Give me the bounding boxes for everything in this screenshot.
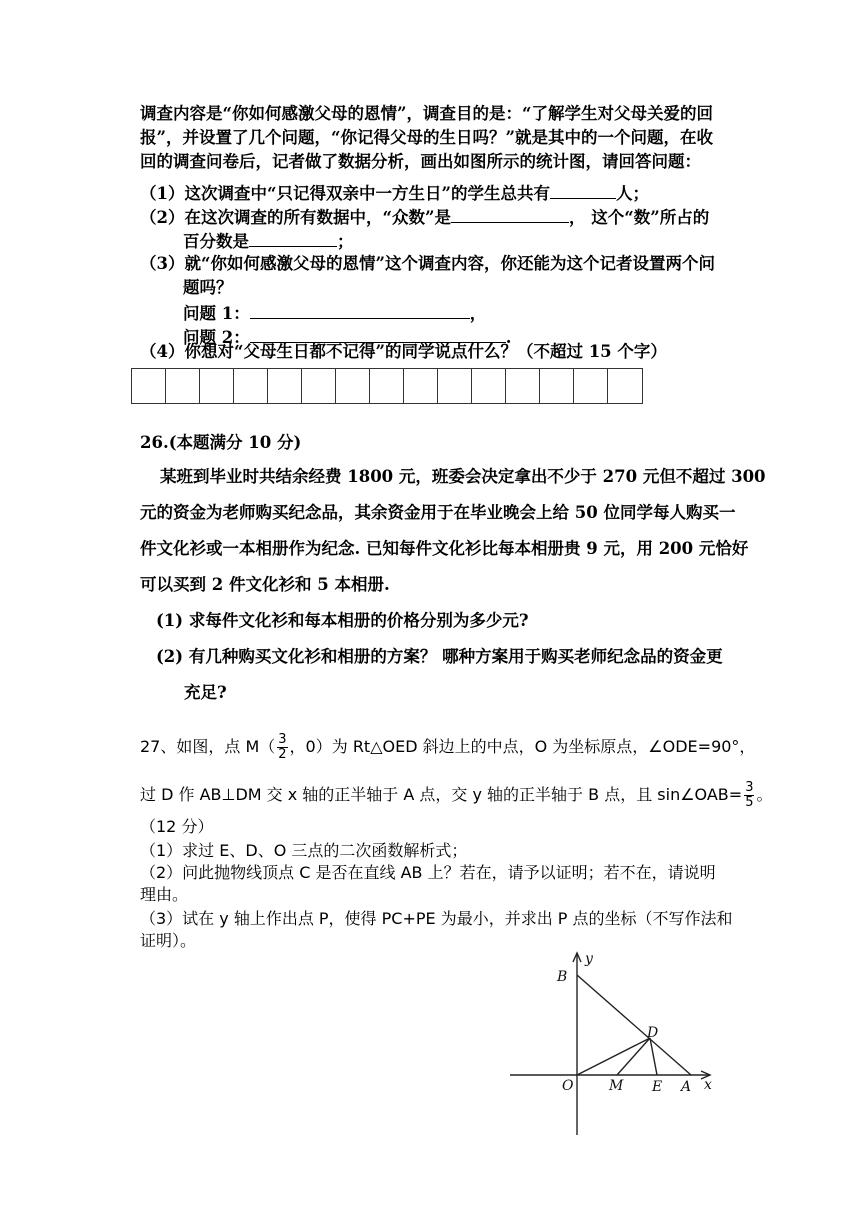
label-o: O — [562, 1078, 574, 1094]
answer-blank-2[interactable] — [451, 206, 569, 223]
q25-question-1-label: 问题 1： — [183, 304, 250, 323]
grid-cell[interactable] — [438, 369, 472, 403]
q26-para-1: 某班到毕业时共结余经费 1800 元，班委会决定拿出不少于 270 元但不超过 300 — [160, 467, 766, 486]
fraction-numerator: 3 — [745, 780, 754, 795]
q26-q2-cont: 充足? — [184, 683, 227, 702]
q26-para-4: 可以买到 2 件文化衫和 5 本相册. — [140, 575, 390, 594]
q27-line-1-a: 27、如图，点 M（ — [140, 737, 276, 756]
q27-line-8: 证明）。 — [140, 931, 197, 950]
q27-line-4: （1）求过 E、D、O 三点的二次函数解析式； — [140, 841, 468, 860]
grid-cell[interactable] — [166, 369, 200, 403]
grid-cell[interactable] — [404, 369, 438, 403]
q27-line-2-a: 过 D 作 AB⊥DM 交 x 轴的正半轴于 A 点，交 y 轴的正半轴于 B 点，且 sin∠OAB= — [140, 785, 743, 804]
grid-cell[interactable] — [132, 369, 166, 403]
grid-cell[interactable] — [472, 369, 506, 403]
fraction-denominator: 2 — [278, 747, 287, 762]
q25-sub1 — [140, 182, 649, 204]
q25-question-2-label: 问题 2： — [183, 328, 250, 347]
q27-line-2-b: 。 — [756, 785, 773, 804]
grid-cell[interactable] — [608, 369, 642, 403]
q26-q1: (1) 求每件文化衫和每本相册的价格分别为多少元? — [156, 611, 529, 630]
q25-question-2-end: . — [505, 328, 512, 347]
q25-sub3: （3）就“你如何感激父母的恩情”这个调查内容，你还能为这个记者设置两个问 — [140, 254, 715, 273]
answer-grid — [131, 368, 643, 404]
q27-line-1-b: ，0）为 Rt△OED 斜边上的中点，O 为坐标原点，∠ODE=90°， — [289, 737, 756, 756]
label-d: D — [647, 1025, 659, 1041]
grid-cell[interactable] — [234, 369, 268, 403]
grid-cell[interactable] — [336, 369, 370, 403]
q27-line-1 — [140, 733, 755, 762]
label-b: B — [557, 969, 568, 985]
q25-intro-line-1: 调查内容是“你如何感激父母的恩情”，调查目的是：“了解学生对父母关爱的回 — [140, 104, 713, 123]
answer-blank-3[interactable] — [249, 230, 337, 247]
q25-sub3-cont: 题吗？ — [183, 278, 233, 297]
q26-title: 26.(本题满分 10 分) — [140, 433, 302, 452]
q27-line-5: （2）问此抛物线顶点 C 是否在直线 AB 上？若在，请予以证明；若不在，请说明 — [140, 863, 716, 882]
q25-sub1-unit: 人； — [615, 184, 649, 203]
q26-q2: (2) 有几种购买文化衫和相册的方案？ 哪种方案用于购买老师纪念品的资金更 — [156, 647, 723, 666]
fraction-3-2 — [277, 733, 287, 762]
q25-sub2-text-d: ； — [337, 232, 354, 251]
q25-sub2-cont — [183, 230, 354, 252]
q27-line-3: （12 分） — [140, 817, 214, 836]
answer-blank-5[interactable] — [250, 326, 506, 343]
q26-para-2: 元的资金为老师购买纪念品，其余资金用于在毕业晚会上给 50 位同学每人购买一 — [140, 503, 736, 522]
grid-cell[interactable] — [268, 369, 302, 403]
q25-question-1 — [183, 302, 486, 324]
label-a: A — [681, 1079, 692, 1095]
answer-blank-1[interactable] — [550, 182, 616, 199]
q25-sub1-text: （1）这次调查中“只记得双亲中一方生日”的学生总共有 — [140, 184, 550, 203]
q25-intro-line-3: 回的调查问卷后，记者做了数据分析，画出如图所示的统计图，请回答问题： — [140, 152, 701, 171]
q25-sub2 — [140, 206, 709, 228]
segment-od — [577, 1038, 650, 1075]
q25-sub2-text-c: 百分数是 — [183, 232, 249, 251]
q26-para-3: 件文化衫或一本相册作为纪念. 已知每件文化衫比每本相册贵 9 元，用 200 元恰好 — [140, 539, 749, 558]
fraction-3-5 — [744, 781, 754, 810]
q27-line-7: （3）试在 y 轴上作出点 P，使得 PC+PE 为最小，并求出 P 点的坐标（不写作法和 — [140, 909, 733, 928]
answer-blank-4[interactable] — [250, 302, 470, 319]
segment-md — [617, 1038, 650, 1075]
q25-sub2-text-b: ， 这个“数”所占的 — [568, 208, 710, 227]
label-y: y — [585, 951, 593, 967]
q27-line-2 — [140, 781, 773, 810]
fraction-denominator: 5 — [745, 795, 754, 810]
grid-cell[interactable] — [574, 369, 608, 403]
grid-cell[interactable] — [506, 369, 540, 403]
grid-cell[interactable] — [540, 369, 574, 403]
fraction-numerator: 3 — [278, 732, 287, 747]
q25-question-1-end: ， — [469, 304, 487, 323]
q25-sub2-text: （2）在这次调查的所有数据中，“众数”是 — [140, 208, 451, 227]
grid-cell[interactable] — [370, 369, 404, 403]
q25-sub4: （4）你想对“父母生日都不记得”的同学说点什么？（不超过 15 个字） — [140, 342, 667, 361]
label-x: x — [704, 1077, 712, 1093]
line-ab — [577, 975, 691, 1075]
geometry-figure — [505, 945, 725, 1140]
q25-intro-line-2: 报”，并设置了几个问题，“你记得父母的生日吗？”就是其中的一个问题，在收 — [140, 128, 713, 147]
grid-cell[interactable] — [302, 369, 336, 403]
label-m: M — [609, 1078, 624, 1094]
label-e: E — [652, 1079, 663, 1095]
q27-line-6: 理由。 — [140, 885, 189, 904]
grid-cell[interactable] — [200, 369, 234, 403]
